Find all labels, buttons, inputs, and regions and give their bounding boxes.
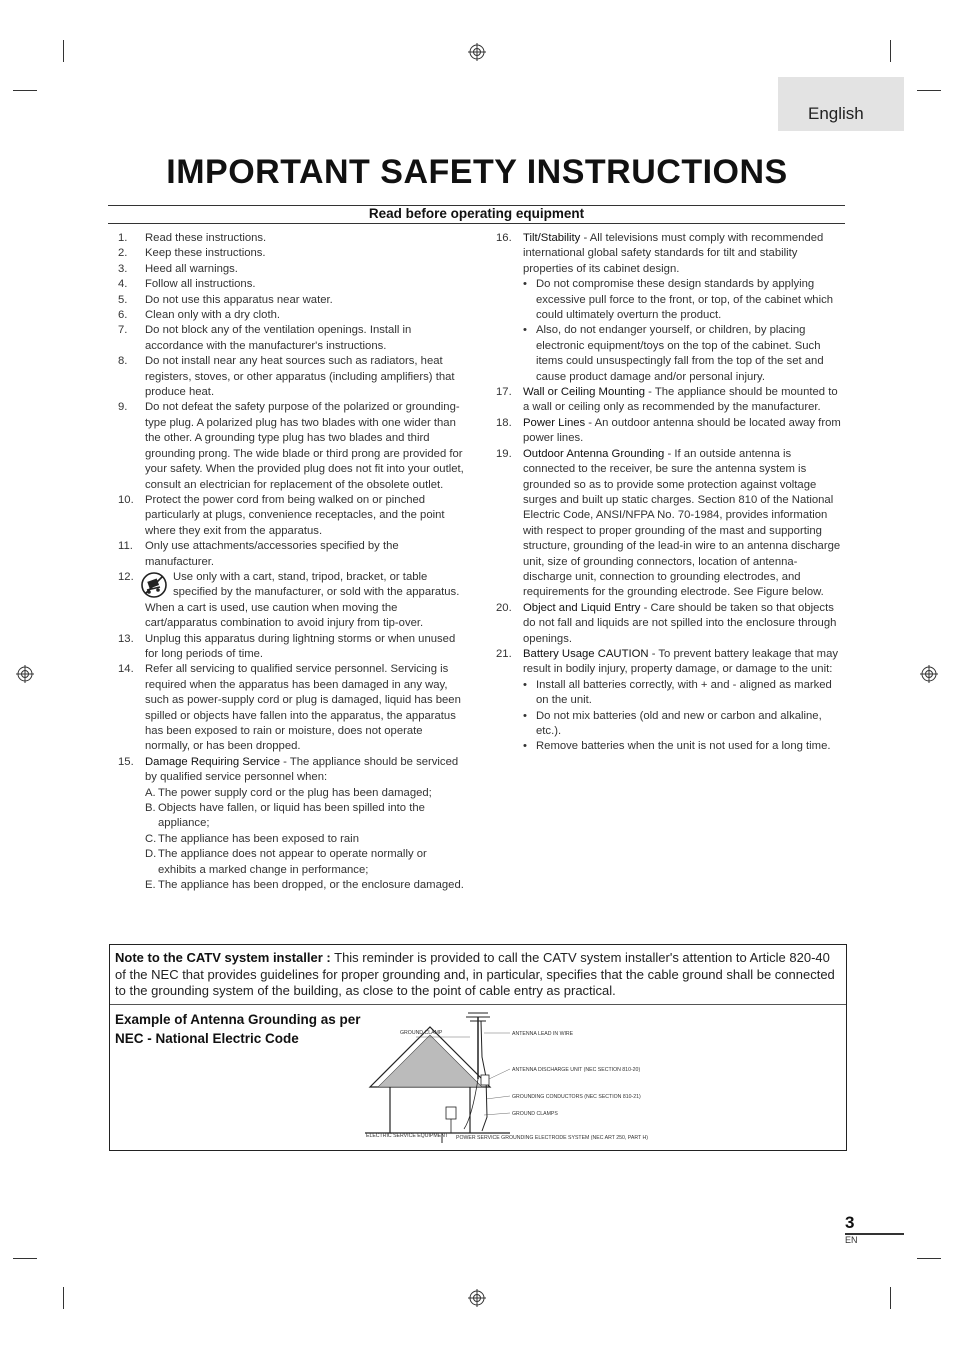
language-tab [778, 77, 904, 131]
item-heading: Tilt/Stability [523, 232, 581, 244]
instruction-item: 20. Object and Liquid Entry - Care should be taken so that objects do not fall and liquids are not spilled into the enclosure through openings. [496, 601, 837, 645]
bullet-item: • Do not mix batteries (old and new or carbon and alkaline, etc.). [523, 709, 822, 737]
instruction-item: 13. Unplug this apparatus during lightning storms or when unused for long periods of time. [118, 632, 456, 660]
sub-item: D. The appliance does not appear to operate normally or exhibits a marked change in performance; [145, 848, 427, 876]
crop-mark [63, 1287, 64, 1309]
cart-warning-icon [141, 572, 167, 598]
bullet-item: • Remove batteries when the unit is not used for a long time. [523, 740, 831, 753]
instruction-item: 8. Do not install near any heat sources such as radiators, heat registers, stoves, or other apparatus (including amplifiers) that produce heat. [118, 355, 455, 399]
registration-mark-icon [468, 43, 486, 61]
instruction-item: 7. Do not block any of the ventilation openings. Install in accordance with the manufacturer's instructions. [118, 324, 412, 352]
sub-item: A. The power supply cord or the plug has been damaged; [145, 786, 432, 799]
crop-mark [13, 90, 37, 91]
crop-mark [917, 1258, 941, 1259]
bullet-item: • Do not compromise these design standards by applying excessive pull force to the front, or top, of the cabinet which could ultimately overturn the product. [523, 278, 834, 322]
sub-item: B. Objects have fallen, or liquid has been spilled into the appliance; [145, 802, 425, 830]
discharge-unit-label: ANTENNA DISCHARGE UNIT (NEC SECTION 810-20) [512, 1067, 641, 1073]
instruction-item: 17. Wall or Ceiling Mounting - The appliance should be mounted to a wall or ceiling only as recommended by the manufacturer. [496, 386, 838, 414]
instruction-item: 19. Outdoor Antenna Grounding - If an outside antenna is connected to the receiver, be sure the antenna system is grounded so as to provide some protection against voltage surges and built up static charges. Section 810 of the National Electric Code, ANSI/NFPA No. 70-1984, provides information with respect to proper grounding of the mast and supporting structure, grounding of the lead-in wire to an antenna discharge unit, size of grounding connectors, location of antenna-discharge unit, connection to grounding electrodes, and requirements for the grounding electrode. See Figure below. [496, 447, 841, 599]
sub-item: C. The appliance has been exposed to rain [145, 832, 359, 845]
crop-mark [13, 1258, 37, 1259]
instructions-right-column [496, 231, 841, 755]
crop-mark [890, 40, 891, 62]
instruction-item: 1. Read these instructions. [118, 232, 267, 244]
item-heading: Outdoor Antenna Grounding [523, 447, 665, 460]
instruction-item: 12. Use only with a cart, stand, tripod, bracket, or table specified by the manufacturer, or sold with the apparatus. When a cart is used, use caution when moving the cart/apparatus combination to avoid injury from tip-over. [118, 570, 460, 630]
example-title: Example of Antenna Grounding as per NEC - National Electric Code [115, 1012, 361, 1046]
item-heading: Damage Requiring Service [145, 755, 280, 768]
bullet-item: • Also, do not endanger yourself, or children, by placing electronic equipment/toys on the top of the cabinet. Such items could unsuspectingly fall from the top of the set and cause product damage and/or personal injury. [523, 324, 824, 383]
divider [110, 1004, 846, 1005]
instruction-item: 11. Only use attachments/accessories specified by the manufacturer. [118, 540, 399, 568]
instruction-item: 2. Keep these instructions. [118, 247, 266, 260]
crop-mark [63, 40, 64, 62]
crop-mark [890, 1287, 891, 1309]
instruction-item: 21. Battery Usage CAUTION - To prevent battery leakage that may result in bodily injury, property damage, or damage to the unit: • Install all batteries correctly, with + and - aligned as marked on the unit. • Do not mix batteries (old and new or carbon and alkaline, etc.). • Remove batteries when the unit is not used for a long time. [496, 647, 841, 755]
antenna-lead-label: ANTENNA LEAD IN WIRE [512, 1031, 574, 1037]
instruction-item: 3. Heed all warnings. [118, 262, 238, 275]
item-heading: Object and Liquid Entry [523, 601, 641, 614]
catv-note: Note to the CATV system installer : This reminder is provided to call the CATV system installer's attention to Article 820-40 of the NEC that provides guidelines for proper grounding and, in particular, specifies that the cable ground shall be connected to the grounding system of the building, as close to the point of cable entry as practical. [115, 950, 835, 998]
item-heading: Power Lines [523, 416, 586, 429]
instruction-item: 15. Damage Requiring Service - The appliance should be serviced by qualified service personnel when: A. The power supply cord or the plug has been damaged; B. Objects have fallen, or liquid has been spilled into the appliance; C. The appliance has been exposed to rain D. The appliance does not appear to operate normally or exhibits a marked change in performance; E. The appliance has been dropped, or the enclosure damaged. [118, 755, 468, 894]
instruction-item: 9. Do not defeat the safety purpose of the polarized or grounding-type plug. A polarized plug has two blades with one wider than the other. A grounding type plug has two blades and third grounding prong. The wide blade or third prong are provided for your safety. When the provided plug does not fit into your outlet, consult an electrician for replacement of the obsolete outlet. [118, 401, 464, 491]
catv-note-box [109, 944, 847, 1151]
instruction-item: 18. Power Lines - An outdoor antenna should be located away from power lines. [496, 416, 841, 445]
item-heading: Wall or Ceiling Mounting [523, 386, 646, 399]
grounding-conductors-label: GROUNDING CONDUCTORS (NEC SECTION 810-21) [512, 1094, 641, 1100]
instruction-item: 6. Clean only with a dry cloth. [118, 309, 281, 322]
sub-item: E. The appliance has been dropped, or the enclosure damaged. [145, 879, 464, 892]
instruction-item: 4. Follow all instructions. [118, 278, 256, 291]
antenna-grounding-diagram [360, 1007, 680, 1147]
bullet-item: • Install all batteries correctly, with + and - aligned as marked on the unit. [523, 678, 832, 707]
instruction-item: 14. Refer all servicing to qualified service personnel. Servicing is required when the apparatus has been damaged in any way, such as power-supply cord or plug is damaged, liquid has been spilled or objects have fallen into the apparatus, the apparatus has been exposed to rain or moisture, does not operate normally, or has been dropped. [118, 663, 461, 753]
electric-service-label: ELECTRIC SERVICE EQUIPMENT [366, 1133, 449, 1139]
page-number: 3 [845, 1213, 855, 1232]
registration-mark-icon [920, 665, 938, 683]
crop-mark [917, 90, 941, 91]
catv-note-heading: Note to the CATV system installer : [115, 950, 331, 965]
power-service-label: POWER SERVICE GROUNDING ELECTRODE SYSTEM (NEC ART 250, PART H) [456, 1135, 648, 1141]
page-title: IMPORTANT SAFETY INSTRUCTIONS [166, 153, 788, 191]
language-label: English [808, 104, 864, 123]
instruction-item: 16. Tilt/Stability - All televisions must comply with recommended international global safety standards for tilt and stability properties of its cabinet design. • Do not compromise these design standards by applying excessive pull force to the front, or top, of the cabinet which could ultimately overturn the product. • Also, do not endanger yourself, or children, by placing electronic equipment/toys on the top of the cabinet. Such items could unsuspectingly fall from the top of the set and cause product damage and/or personal injury. [496, 231, 841, 385]
ground-clamps-label: GROUND CLAMPS [512, 1111, 558, 1117]
instruction-item: 10. Protect the power cord from being walked on or pinched particularly at plugs, convenience receptacles, and the point where they exit from the apparatus. [118, 493, 445, 537]
instructions-left-column [118, 231, 468, 893]
section-subtitle: Read before operating equipment [108, 205, 845, 224]
registration-mark-icon [16, 665, 34, 683]
ground-clamp-label: GROUND CLAMP [400, 1030, 443, 1036]
item-heading: Battery Usage CAUTION [523, 647, 649, 660]
registration-mark-icon [468, 1289, 486, 1307]
page-language-code: EN [845, 1235, 858, 1245]
instruction-item: 5. Do not use this apparatus near water. [118, 293, 333, 306]
